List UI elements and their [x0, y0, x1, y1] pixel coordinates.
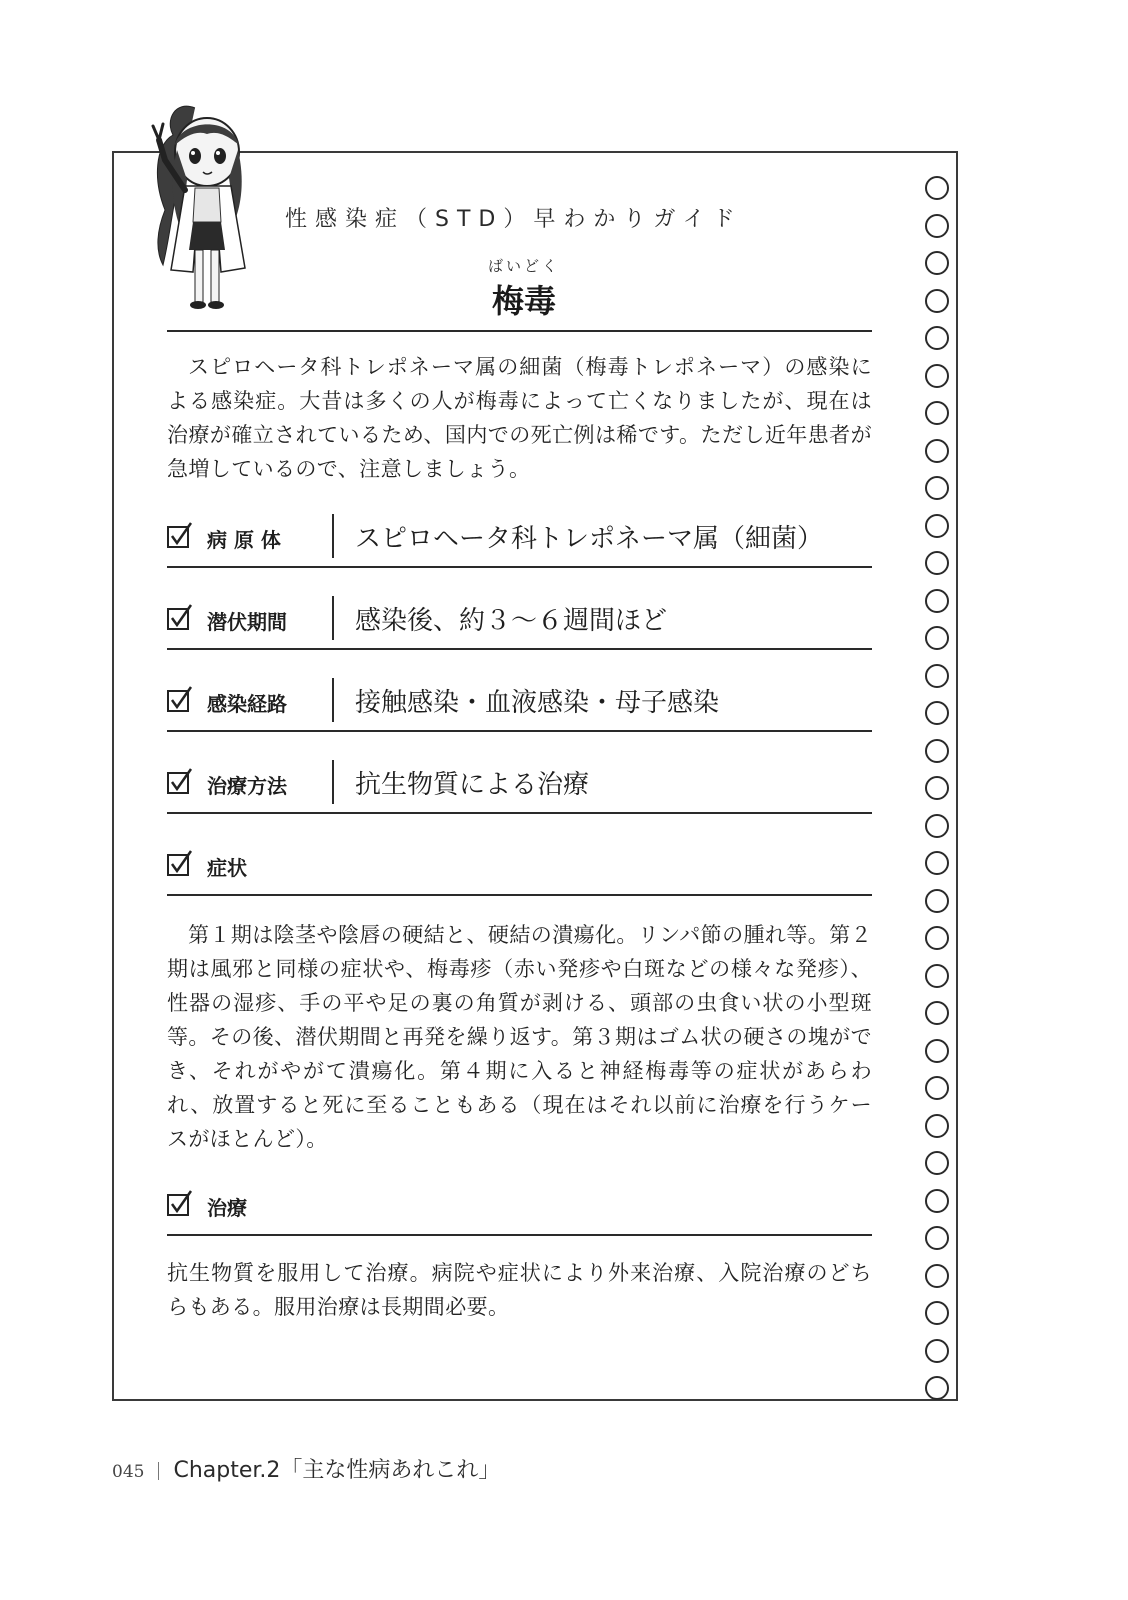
- ring-hole: [925, 1076, 949, 1100]
- ring-hole: [925, 814, 949, 838]
- ring-hole: [925, 1376, 949, 1400]
- fact-value: 接触感染・血液感染・母子感染: [355, 688, 720, 718]
- checkbox-icon: [167, 686, 193, 712]
- ring-hole: [925, 1114, 949, 1138]
- fact-separator: [332, 514, 334, 558]
- ring-hole: [925, 1151, 949, 1175]
- checkbox-icon: [167, 604, 193, 630]
- row-divider: [167, 730, 872, 732]
- ring-hole: [925, 1301, 949, 1325]
- ring-hole: [925, 289, 949, 313]
- symptoms-paragraph: 第１期は陰茎や陰唇の硬結と、硬結の潰瘍化。リンパ節の腫れ等。第２期は風邪と同様の症状や、梅毒疹（赤い発疹や白斑などの様々な発疹）、性器の湿疹、手の平や足の裏の角質が剥ける、頭部の虫食い状の小型斑等。その後、潜伏期間と再発を繰り返す。第３期はゴム状の硬さの塊ができ、それがやがて潰瘍化。第４期に入ると神経梅毒等の症状があらわれ、放置すると死に至ることもある（現在はそれ以前に治療を行うケースがほとんど）。: [167, 923, 872, 1151]
- fact-label: 感染経路: [207, 692, 287, 716]
- ring-hole: [925, 1264, 949, 1288]
- section-label: 症状: [207, 856, 247, 880]
- fact-value: 感染後、約３〜６週間ほど: [355, 606, 668, 636]
- ring-hole: [925, 214, 949, 238]
- ring-hole: [925, 776, 949, 800]
- page-number: 045: [112, 1462, 145, 1482]
- symptoms-heading: [167, 832, 872, 902]
- ring-hole: [925, 251, 949, 275]
- section-divider: [167, 1234, 872, 1236]
- guide-title: 性感染症（STD）早わかりガイド: [285, 207, 743, 232]
- treatment-heading: [167, 1172, 872, 1242]
- ring-hole: [925, 926, 949, 950]
- ring-hole: [925, 889, 949, 913]
- fact-label: 治療方法: [207, 774, 287, 798]
- fact-row-pathogen: [167, 504, 872, 574]
- ring-hole: [925, 176, 949, 200]
- ring-hole: [925, 364, 949, 388]
- fact-value: スピロヘータ科トレポネーマ属（細菌）: [355, 524, 824, 554]
- fact-label: 潜伏期間: [207, 610, 287, 634]
- ring-hole: [925, 1189, 949, 1213]
- ring-hole: [925, 1039, 949, 1063]
- ring-hole: [925, 739, 949, 763]
- ring-hole: [925, 964, 949, 988]
- fact-separator: [332, 760, 334, 804]
- treatment-paragraph: 抗生物質を服用して治療。病院や症状により外来治療、入院治療のどちらもある。服用治療は長期間必要。: [167, 1261, 872, 1319]
- fact-row-route: [167, 668, 872, 738]
- checkbox-icon: [167, 1190, 193, 1216]
- title-divider: [167, 330, 872, 332]
- ring-hole: [925, 439, 949, 463]
- fact-separator: [332, 596, 334, 640]
- footer-separator: [158, 1462, 159, 1480]
- ring-hole: [925, 664, 949, 688]
- ring-hole: [925, 476, 949, 500]
- fact-value: 抗生物質による治療: [355, 770, 590, 800]
- ring-hole: [925, 1001, 949, 1025]
- section-label: 治療: [207, 1196, 247, 1220]
- chapter-title: Chapter.2「主な性病あれこれ」: [173, 1458, 501, 1483]
- ring-hole: [925, 401, 949, 425]
- notebook-rings: [925, 176, 951, 1414]
- page-title: 梅毒: [491, 282, 556, 320]
- ring-hole: [925, 1226, 949, 1250]
- intro-paragraph: スピロヘータ科トレポネーマ属の細菌（梅毒トレポネーマ）の感染による感染症。大昔は多くの人が梅毒によって亡くなりましたが、現在は治療が確立されているため、国内での死亡例は稀です。ただし近年患者が急増しているので、注意しましょう。: [167, 355, 872, 481]
- fact-row-treatment-method: [167, 750, 872, 820]
- ring-hole: [925, 701, 949, 725]
- ring-hole: [925, 1339, 949, 1363]
- page-footer: [112, 1453, 500, 1484]
- section-divider: [167, 894, 872, 896]
- mascot-illustration: [135, 100, 260, 315]
- ring-hole: [925, 326, 949, 350]
- ring-hole: [925, 626, 949, 650]
- title-ruby: ばいどく: [487, 257, 560, 275]
- row-divider: [167, 566, 872, 568]
- fact-separator: [332, 678, 334, 722]
- ring-hole: [925, 589, 949, 613]
- fact-row-incubation: [167, 586, 872, 656]
- ring-hole: [925, 851, 949, 875]
- ring-hole: [925, 514, 949, 538]
- fact-label: 病 原 体: [207, 528, 281, 552]
- checkbox-icon: [167, 850, 193, 876]
- ring-hole: [925, 551, 949, 575]
- checkbox-icon: [167, 768, 193, 794]
- checkbox-icon: [167, 522, 193, 548]
- row-divider: [167, 648, 872, 650]
- row-divider: [167, 812, 872, 814]
